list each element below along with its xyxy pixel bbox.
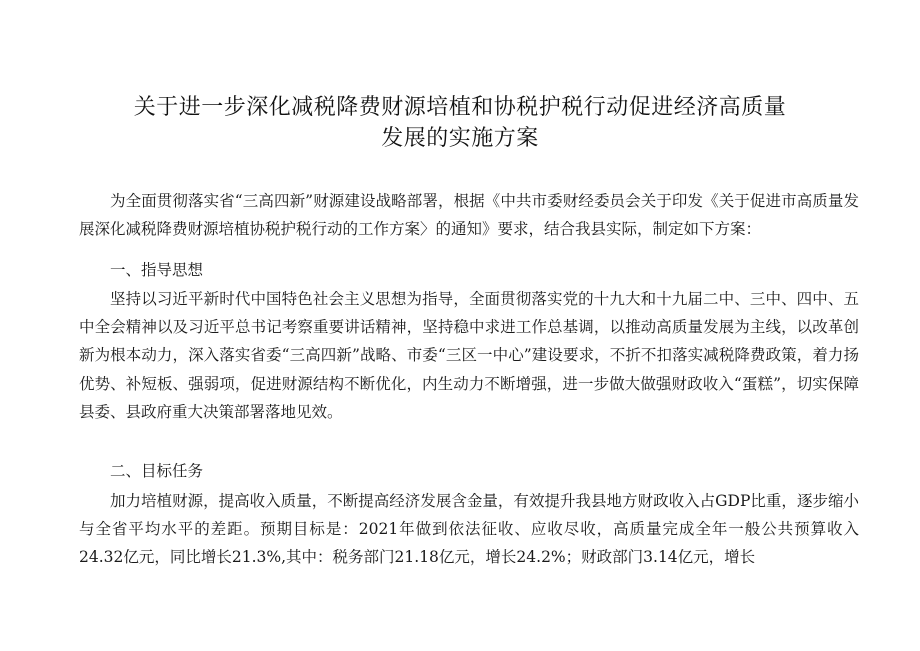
section-body-guiding-ideology: 坚持以习近平新时代中国特色社会主义思想为指导，全面贯彻落实党的十九大和十九届二中、三中、四中、五中全会精神以及习近平总书记考察重要讲话精神，坚持稳中求进工作总基调，以推动高质量发展为主线，以改革创新为根本动力，深入落实省委“三高四新”战略、市委“三区一中心”建设要求，不折不扣落实减税降费政策，着力扬优势、补短板、强弱项，促进财源结构不断优化，内生动力不断增强，进一步做大做强财政收入“蛋糕”，切实保障县委、县政府重大决策部署落地见效。 bbox=[79, 290, 859, 421]
document-title-line-2: 发展的实施方案 bbox=[381, 126, 539, 151]
section-heading-guiding-ideology: 一、指导思想 bbox=[110, 261, 204, 279]
intro-paragraph: 为全面贯彻落实省“三高四新”财源建设战略部署，根据《中共市委财经委员会关于印发《关于促进市高质量发展深化减税降费财源培植协税护税行动的工作方案〉的通知》要求，结合我县实际，制定如下方案： bbox=[79, 192, 859, 239]
document-title-line-1: 关于进一步深化减税降费财源培植和协税护税行动促进经济高质量 bbox=[133, 95, 787, 120]
section-heading-goals-tasks: 二、目标任务 bbox=[110, 462, 204, 480]
section-body-goals-tasks: 加力培植财源，提高收入质量，不断提高经济发展含金量，有效提升我县地方财政收入占GDP比重，逐步缩小与全省平均水平的差距。预期目标是：2021年做到依法征收、应收尽收，高质量完成全年一般公共预算收入24.32亿元，同比增长21.3%,其中：税务部门21.18亿元，增长24.2%；财政部门3.14亿元，增长 bbox=[79, 492, 859, 567]
